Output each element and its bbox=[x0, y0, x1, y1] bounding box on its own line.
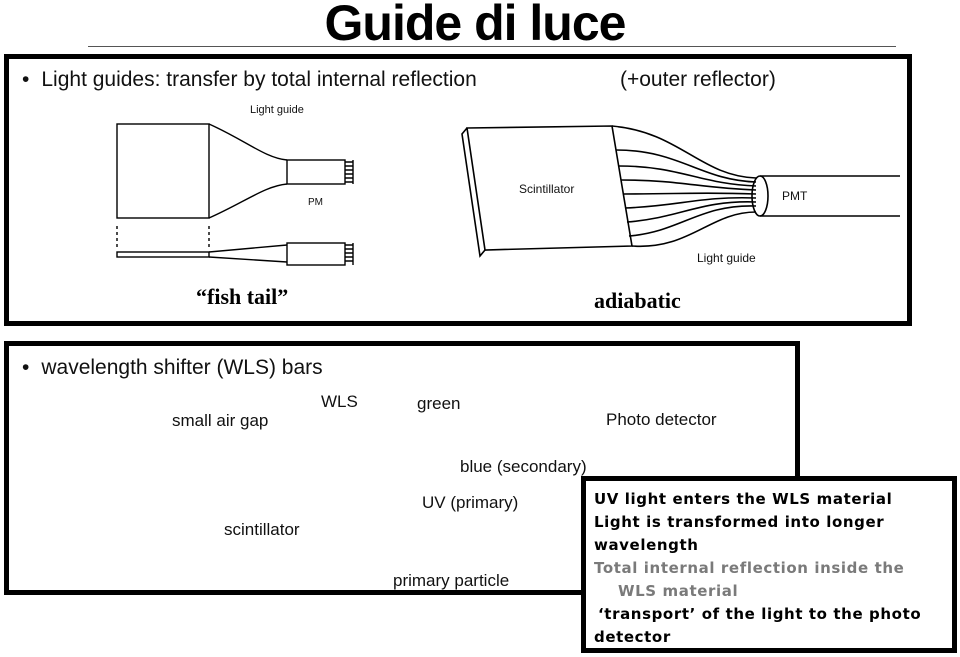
fishtail-light-guide-label: Light guide bbox=[250, 104, 304, 116]
light-guides-bullet-text: Light guides: transfer by total internal reflection bbox=[41, 68, 477, 91]
adiabatic-caption: adiabatic bbox=[594, 288, 681, 313]
fishtail-taper bbox=[209, 124, 287, 218]
adiabatic-light-guide-label: Light guide bbox=[697, 251, 756, 265]
wls-bullet bbox=[22, 356, 323, 380]
note-line: WLS material bbox=[618, 582, 739, 600]
fishtail-pm-label: PM bbox=[308, 197, 323, 208]
wls-label: WLS bbox=[321, 392, 358, 411]
slide-title: Guide di luce bbox=[324, 0, 626, 51]
outer-reflector-note: (+outer reflector) bbox=[620, 68, 776, 91]
bullet-dot-icon: • bbox=[22, 68, 30, 91]
fishtail-scintillator bbox=[117, 124, 209, 218]
blue-secondary-label: blue (secondary) bbox=[460, 457, 587, 476]
green-label: green bbox=[417, 394, 461, 413]
note-line: detector bbox=[594, 628, 671, 646]
fishtail-diagram bbox=[117, 124, 353, 265]
fishtail-pm-side bbox=[287, 243, 345, 265]
primary-particle-label: primary particle bbox=[393, 571, 510, 590]
note-line: UV light enters the WLS material bbox=[594, 490, 893, 508]
uv-primary-label: UV (primary) bbox=[422, 493, 519, 512]
wls-bullet-text: wavelength shifter (WLS) bars bbox=[41, 356, 323, 379]
adiabatic-pmt-label: PMT bbox=[782, 189, 808, 203]
bullet-dot-icon: • bbox=[22, 356, 30, 379]
small-air-gap-label: small air gap bbox=[172, 411, 269, 430]
fishtail-pm-top bbox=[287, 160, 345, 184]
notes-text bbox=[594, 488, 950, 649]
note-line: Total internal reflection inside the bbox=[594, 559, 905, 577]
photo-detector-label: Photo detector bbox=[606, 410, 717, 429]
note-line: Light is transformed into longer bbox=[594, 513, 885, 531]
adiabatic-scintillator-label: Scintillator bbox=[519, 182, 575, 196]
note-line: wavelength bbox=[594, 536, 699, 554]
note-line: ‘transport’ of the light to the photo bbox=[598, 605, 922, 623]
scintillator-label: scintillator bbox=[224, 520, 300, 539]
fishtail-side-plate bbox=[117, 252, 209, 257]
fishtail-caption: “fish tail” bbox=[196, 284, 289, 309]
